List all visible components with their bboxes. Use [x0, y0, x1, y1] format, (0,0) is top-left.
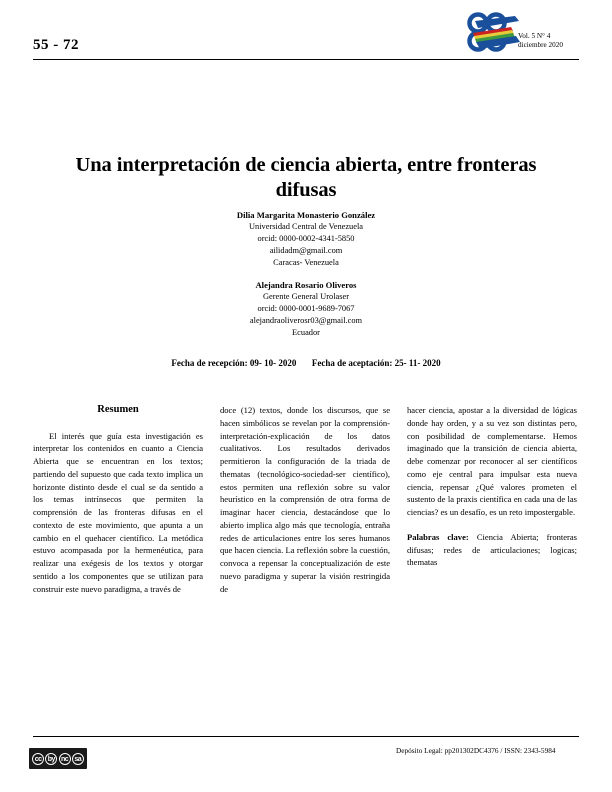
- keywords-label: Palabras clave:: [407, 531, 469, 542]
- abstract-text-part-2: doce (12) textos, donde los discursos, que se hacen simbólicos se revelan por la comprensión-interpretación-explicación de los datos cualitativos. Los resultados derivados permitieron la configuración de la triada de thematas (tecnológico-sociedad-ser científico), estos permiten una reflexión sobre su valor heurístico en la comprensión de otra forma de imaginar hacer ciencia, destacándose que lo abierto implica algo más que tecnología, entraña redes de articulaciones entre los seres humanos que hacen ciencia. La reflexión sobre la cuestión, convoca a repensar la conceptualización de este nuevo paradigma y superar la visión restringida de: [220, 405, 390, 594]
- abstract-heading: Resumen: [97, 404, 139, 415]
- abstract-column-3: [407, 404, 577, 694]
- author-block: [106, 209, 506, 269]
- cc-mark-cc: cc: [32, 753, 44, 765]
- page-header: [0, 0, 612, 72]
- abstract-column-2: [220, 404, 390, 694]
- author-name: Dilia Margarita Monasterio González: [236, 210, 376, 220]
- journal-logo-icon: [463, 11, 521, 56]
- author-orcid: orcid: 0000-0001-9689-7067: [257, 304, 355, 314]
- journal-issue-date: diciembre 2020: [518, 40, 563, 49]
- author-email[interactable]: alejandraoliverosr03@gmail.com: [249, 315, 363, 325]
- article-title: Una interpretación de ciencia abierta, entre fronteras difusas: [75, 153, 537, 201]
- author-location: Caracas- Venezuela: [273, 257, 339, 267]
- author-name: Alejandra Rosario Oliveros: [255, 279, 357, 290]
- legal-deposit-info: Depósito Legal: pp201302DC4376 / ISSN: 2343-5984: [396, 746, 556, 755]
- journal-volume: Vol. 5 N° 4: [518, 32, 551, 40]
- date-accepted: Fecha de aceptación: 25- 11- 2020: [311, 358, 441, 368]
- keywords-block: [407, 531, 577, 569]
- keywords-values: Ciencia Abierta; fronteras difusas; redes de articulaciones; logicas; thematas: [407, 531, 578, 568]
- cc-mark-sa: sa: [72, 753, 84, 765]
- author-list: [106, 209, 506, 339]
- abstract-section: [33, 404, 579, 694]
- page-range: 55 - 72: [33, 37, 79, 53]
- abstract-column-1: [33, 404, 203, 694]
- author-orcid: orcid: 0000-0002-4341-5850: [257, 234, 355, 244]
- author-location: Ecuador: [292, 327, 320, 337]
- journal-masthead: [463, 11, 581, 59]
- footer-divider: [33, 736, 579, 737]
- author-block: [106, 279, 506, 339]
- header-divider: [33, 59, 579, 60]
- cc-mark-by: by: [45, 753, 57, 765]
- page-footer: [0, 736, 612, 784]
- creative-commons-license-icon[interactable]: [29, 748, 87, 769]
- date-received: Fecha de recepción: 09- 10- 2020: [171, 358, 297, 368]
- abstract-text-part-1: El interés que guía esta investigación es interpretar los contenidos en cuanto a Ciencia Abierta que se encuentran en los textos; partiendo del supuesto que cada texto implica un horizonte distinto desde el cual se da sentido a los temas intrínsecos que permiten la comprensión de las fronteras difusas en el contexto de este movimiento, que apunta a un cambio en el quehacer científico. La metódica estuvo acompasada por la hermenéutica, para realizar una exégesis de los textos y otorgar sentido a los componentes que se utilizan para construir este nuevo paradigma, a través de: [33, 430, 203, 594]
- submission-dates: [66, 358, 546, 370]
- author-affiliation: Gerente General Urolaser: [262, 292, 350, 302]
- author-email[interactable]: ailidadm@gmail.com: [269, 246, 343, 256]
- journal-issue-info: [518, 32, 563, 50]
- author-affiliation: Universidad Central de Venezuela: [248, 222, 364, 232]
- abstract-text-part-3: hacer ciencia, apostar a la diversidad de lógicas donde hay orden, y a su vez son distintas pero, con posibilidad de complementarse. Hemos imaginado que la transición de ciencia abierta, debe comenzar por reconocer al ser científicos como eje central para impulsar esta nueva ciencia, repensar ¿Qué valores prometen el sustento de la praxis científica en cada una de las ciencias? es un desafío, es un reto impostergable.: [407, 405, 577, 518]
- cc-mark-nc: nc: [59, 753, 71, 765]
